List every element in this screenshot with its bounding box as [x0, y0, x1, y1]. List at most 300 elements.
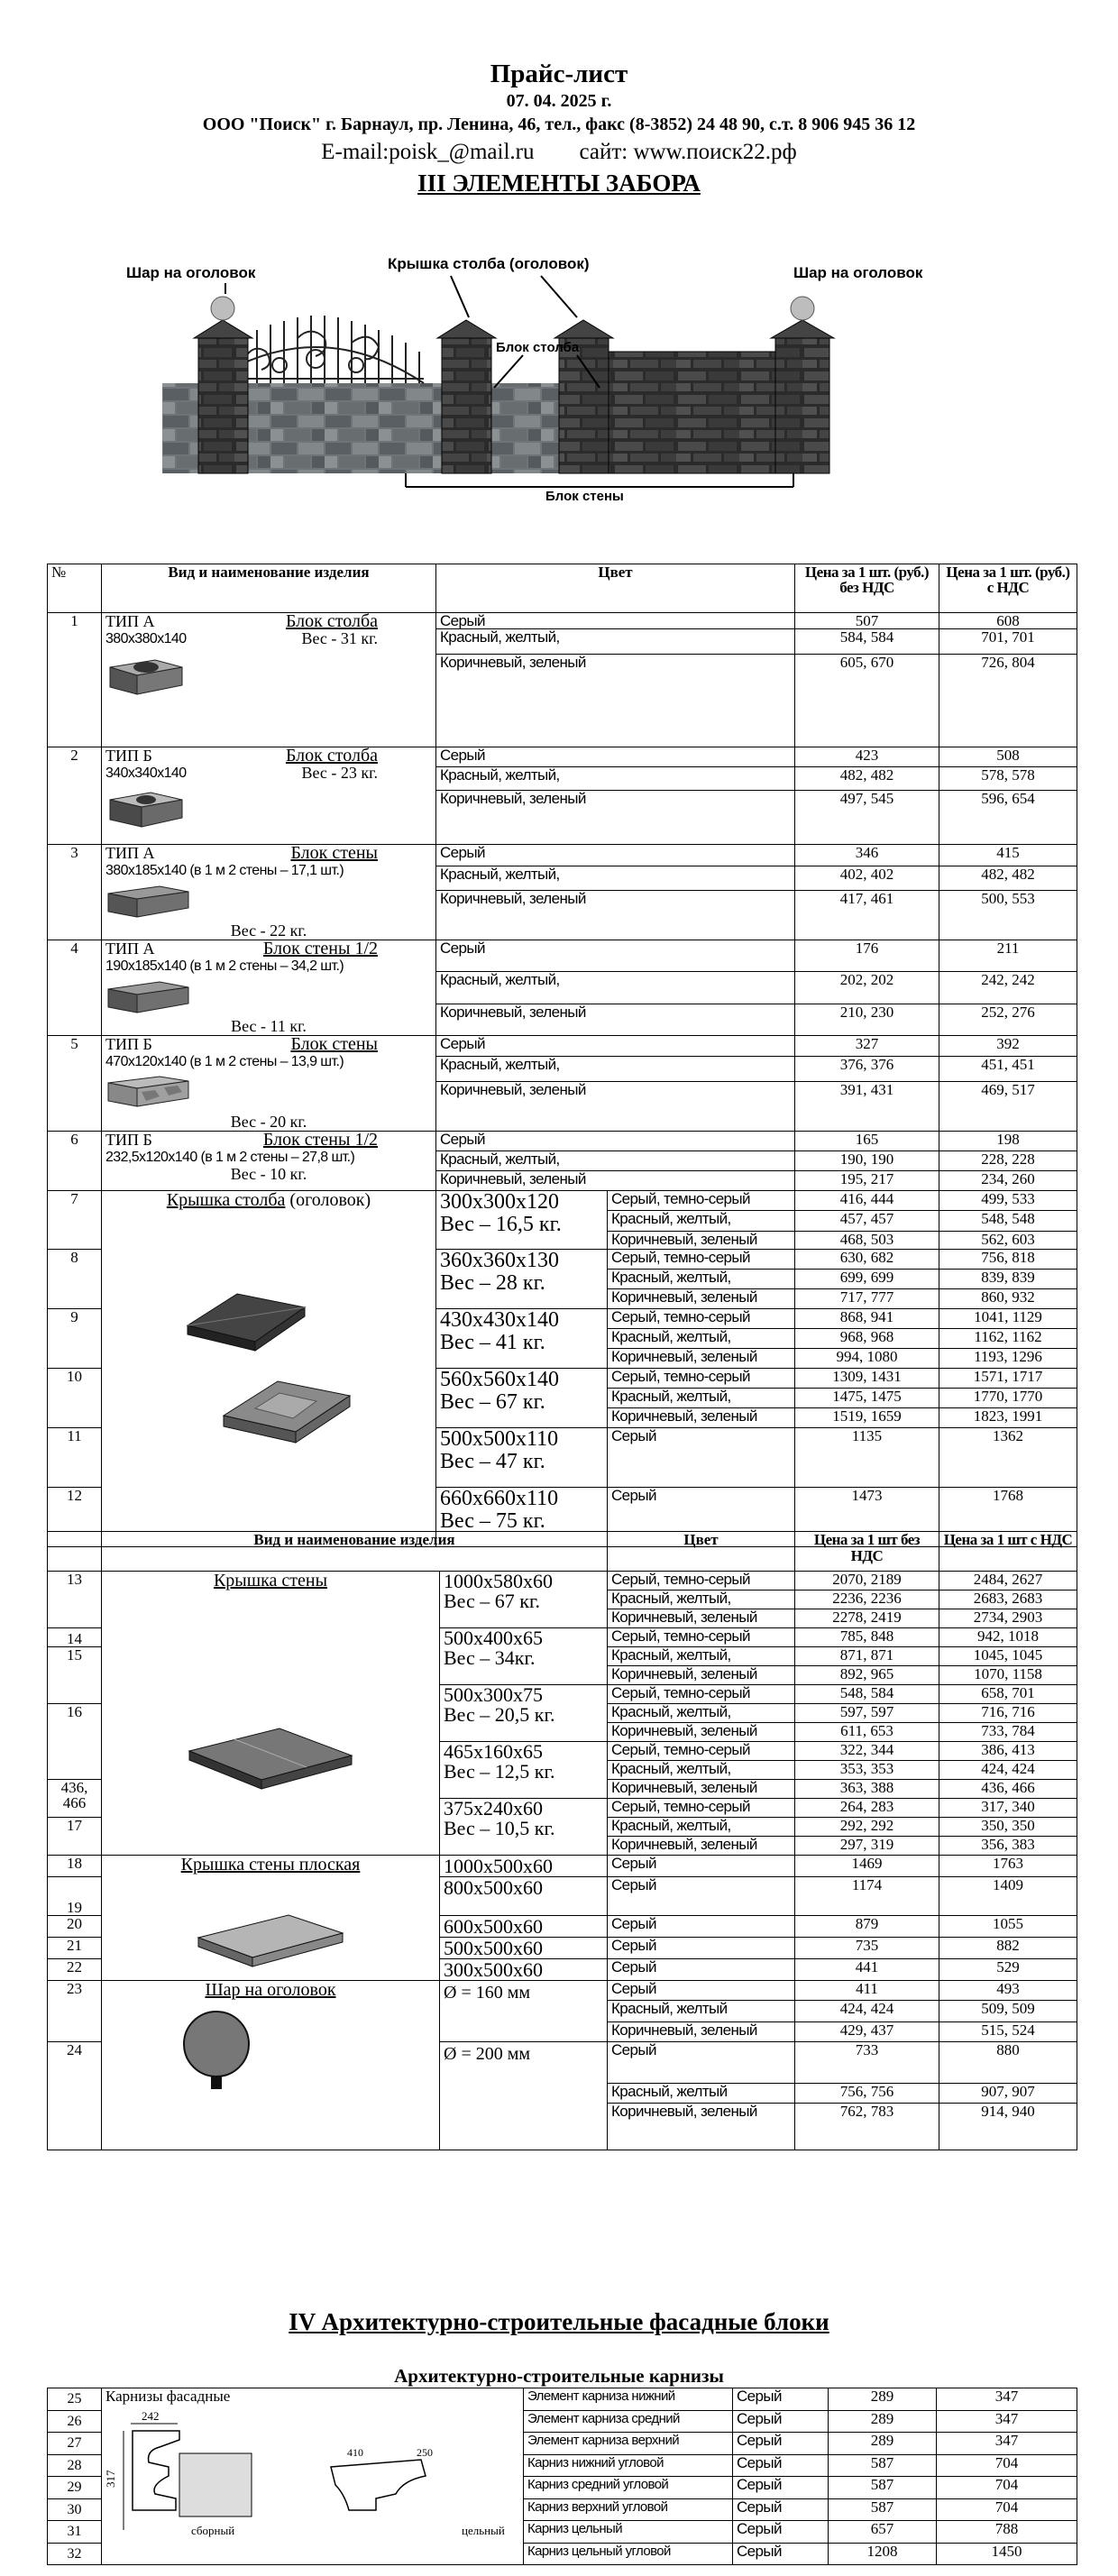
col-header-no: № — [48, 564, 102, 613]
col-header-price-no-vat: Цена за 1 шт. (руб.) без НДС — [795, 564, 939, 613]
color-cell: Серый — [733, 2454, 829, 2477]
price-no-vat: 1208 — [829, 2543, 937, 2565]
price-vat: 839, 839 — [939, 1270, 1077, 1289]
product-name-cell — [102, 1036, 436, 1132]
color-cell: Красный, желтый, — [436, 767, 795, 791]
row-number: 24 — [48, 2042, 102, 2150]
row-number: 12 — [48, 1488, 102, 1547]
color-cell: Серый — [608, 2042, 795, 2084]
color-cell: Красный, желтый, — [608, 1329, 795, 1349]
price-vat: 499, 533 — [939, 1191, 1077, 1211]
price-no-vat: 176 — [795, 940, 939, 972]
price-no-vat: 1519, 1659 — [795, 1408, 939, 1428]
table-row — [48, 613, 1077, 629]
wall-cap-weight: Вес – 12,5 кг. — [444, 1760, 555, 1783]
price-vat: 2683, 2683 — [939, 1591, 1077, 1609]
price-no-vat: 497, 545 — [795, 791, 939, 845]
cap-size-cell — [436, 1428, 608, 1488]
price-vat: 2484, 2627 — [939, 1572, 1077, 1591]
col-header-price-no-vat-2: Цена за 1 шт без НДС — [795, 1532, 939, 1572]
wall-cap-size: 1000x580x60 — [444, 1570, 553, 1592]
price-vat: 548, 548 — [939, 1211, 1077, 1232]
price-vat: 860, 932 — [939, 1289, 1077, 1309]
table-row — [48, 1981, 1077, 2001]
wall-cap-weight: Вес – 20,5 кг. — [444, 1703, 555, 1726]
price-vat: 508 — [939, 747, 1077, 767]
color-cell: Серый, темно-серый — [608, 1685, 795, 1704]
price-no-vat: 871, 871 — [795, 1647, 939, 1666]
price-vat: 658, 701 — [939, 1685, 1077, 1704]
table-row — [48, 940, 1077, 972]
col-header-name: Вид и наименование изделия — [102, 564, 436, 613]
row-number: 25 — [48, 2388, 102, 2411]
row-number: 15 — [48, 1647, 102, 1704]
row-number: 23 — [48, 1981, 102, 2042]
color-cell: Серый, темно-серый — [608, 1309, 795, 1329]
price-no-vat: 289 — [829, 2410, 937, 2433]
product-type: ТИП А — [105, 940, 155, 958]
price-no-vat: 376, 376 — [795, 1056, 939, 1081]
color-cell: Красный, желтый, — [436, 629, 795, 655]
price-vat: 350, 350 — [939, 1818, 1077, 1837]
table-row — [48, 747, 1077, 767]
cornice-name: Элемент карниза нижний — [524, 2388, 733, 2411]
product-weight: Вес - 23 кг. — [301, 764, 378, 782]
table-row — [48, 2388, 1077, 2411]
caps-title: Крышка столба — [166, 1190, 286, 1210]
cornice-name: Карниз верхний угловой — [524, 2498, 733, 2521]
price-no-vat: 457, 457 — [795, 1211, 939, 1232]
price-no-vat: 1174 — [795, 1877, 939, 1916]
product-dims: 380x380x140 — [105, 631, 187, 646]
row-number: 11 — [48, 1428, 102, 1488]
price-vat: 211 — [939, 940, 1077, 972]
column-cap-icon — [170, 1244, 368, 1497]
flat-cap-size: 1000x500x60 — [440, 1856, 608, 1877]
price-vat: 415 — [939, 845, 1077, 866]
price-vat: 1823, 1991 — [939, 1408, 1077, 1428]
cornice-table — [47, 2388, 1077, 2565]
price-vat: 2734, 2903 — [939, 1609, 1077, 1628]
dim-a: 242 — [142, 2409, 160, 2423]
price-no-vat: 363, 388 — [795, 1780, 939, 1799]
label-ball-left: Шар на оголовок — [126, 264, 256, 281]
col-header-price-vat: Цена за 1 шт. (руб.) с НДС — [939, 564, 1077, 613]
wall-cap-weight: Вес – 34кг. — [444, 1646, 536, 1669]
table-row — [48, 1036, 1077, 1057]
color-cell: Серый — [733, 2433, 829, 2455]
price-vat: 704 — [937, 2498, 1077, 2521]
cornice-name: Элемент карниза средний — [524, 2410, 733, 2433]
price-no-vat: 417, 461 — [795, 891, 939, 940]
row-number: 27 — [48, 2433, 102, 2455]
price-vat: 882 — [939, 1938, 1077, 1959]
product-weight: Вес - 11 кг. — [231, 1017, 307, 1035]
price-no-vat: 429, 437 — [795, 2022, 939, 2042]
color-cell: Серый — [436, 747, 795, 767]
color-cell: Серый — [733, 2388, 829, 2411]
wall-cap-size: 465x160x65 — [444, 1740, 543, 1763]
price-vat: 1055 — [939, 1916, 1077, 1938]
price-no-vat: 289 — [829, 2388, 937, 2411]
color-cell: Серый — [608, 1877, 795, 1916]
price-vat: 252, 276 — [939, 1004, 1077, 1035]
price-vat: 701, 701 — [939, 629, 1077, 655]
price-no-vat: 785, 848 — [795, 1628, 939, 1647]
wall-cap-weight: Вес – 10,5 кг. — [444, 1817, 555, 1839]
color-cell: Красный, желтый, — [608, 1211, 795, 1232]
price-vat: 469, 517 — [939, 1082, 1077, 1132]
price-vat: 356, 383 — [939, 1837, 1077, 1856]
color-cell: Красный, желтый, — [436, 972, 795, 1004]
color-cell: Серый — [436, 940, 795, 972]
price-no-vat: 699, 699 — [795, 1270, 939, 1289]
color-cell: Серый — [436, 1132, 795, 1151]
color-cell: Серый — [733, 2410, 829, 2433]
color-cell: Красный, желтый — [608, 2001, 795, 2022]
color-cell: Красный, желтый, — [608, 1761, 795, 1780]
price-vat: 482, 482 — [939, 866, 1077, 891]
row-number: 17 — [48, 1818, 102, 1856]
dim-d: 250 — [417, 2446, 433, 2459]
cornice-name: Карниз средний угловой — [524, 2477, 733, 2499]
price-no-vat: 402, 402 — [795, 866, 939, 891]
wall-cap-size: 375x240x60 — [444, 1797, 543, 1820]
color-cell: Коричневый, зеленый — [608, 1349, 795, 1369]
cornice-name: Карниз цельный угловой — [524, 2543, 733, 2565]
price-vat: 914, 940 — [939, 2104, 1077, 2150]
table-row — [48, 845, 1077, 866]
color-cell: Красный, желтый, — [608, 1704, 795, 1723]
price-no-vat: 611, 653 — [795, 1723, 939, 1742]
price-vat: 509, 509 — [939, 2001, 1077, 2022]
table-row — [48, 1572, 1077, 1591]
price-vat: 347 — [937, 2388, 1077, 2411]
price-vat: 788 — [937, 2521, 1077, 2544]
contacts: E-mail:poisk_@mail.ru сайт: www.поиск22.рф — [321, 140, 797, 164]
color-cell: Красный, желтый, — [436, 1151, 795, 1171]
price-table-fence — [47, 564, 1077, 1547]
wall-block-icon — [105, 883, 191, 919]
cornice-name: Карниз нижний угловой — [524, 2454, 733, 2477]
price-vat: 704 — [937, 2454, 1077, 2477]
price-no-vat: 195, 217 — [795, 1171, 939, 1191]
price-no-vat: 346 — [795, 845, 939, 866]
price-no-vat: 202, 202 — [795, 972, 939, 1004]
wall-cap-weight: Вес – 67 кг. — [444, 1590, 540, 1612]
dim-b: 317 — [104, 2470, 117, 2488]
color-cell: Красный, желтый, — [608, 1647, 795, 1666]
price-vat: 493 — [939, 1981, 1077, 2001]
row-number: 28 — [48, 2454, 102, 2477]
row-number: 3 — [48, 845, 102, 940]
price-no-vat: 587 — [829, 2454, 937, 2477]
price-table-wall-caps — [47, 1531, 1077, 2150]
table-row — [48, 1132, 1077, 1151]
section4-title: IV Архитектурно-строительные фасадные блоки — [289, 2308, 829, 2335]
price-no-vat: 468, 503 — [795, 1232, 939, 1250]
price-no-vat: 892, 965 — [795, 1666, 939, 1685]
price-vat: 317, 340 — [939, 1799, 1077, 1818]
price-no-vat: 353, 353 — [795, 1761, 939, 1780]
cornice-drawing-icon — [105, 2404, 511, 2539]
cap-size-cell — [436, 1250, 608, 1309]
product-weight: Вес - 20 кг. — [230, 1113, 307, 1131]
color-cell: Красный, желтый, — [608, 1818, 795, 1837]
product-dims: 380x185x140 (в 1 м 2 стены – 17,1 шт.) — [105, 863, 344, 878]
flat-cap-size: 500x500x60 — [440, 1938, 608, 1959]
price-no-vat: 391, 431 — [795, 1082, 939, 1132]
label-wall-block: Блок стены — [545, 489, 624, 504]
ball-icon — [171, 2003, 261, 2094]
color-cell: Коричневый, зеленый — [608, 1408, 795, 1428]
col-header-color: Цвет — [436, 564, 795, 613]
product-type: ТИП А — [105, 844, 155, 862]
price-no-vat: 411 — [795, 1981, 939, 2001]
product-name-cell — [102, 1132, 436, 1191]
flat-cap-size: 300x500x60 — [440, 1959, 608, 1981]
product-type: ТИП Б — [105, 1131, 152, 1149]
flat-cap-title: Крышка стены плоская — [180, 1855, 361, 1875]
product-weight: Вес - 22 кг. — [230, 921, 307, 940]
price-no-vat: 1135 — [795, 1428, 939, 1488]
price-no-vat: 297, 319 — [795, 1837, 939, 1856]
price-no-vat: 994, 1080 — [795, 1349, 939, 1369]
caps-group-cell — [102, 1191, 436, 1547]
color-cell: Коричневый, зеленый — [608, 1232, 795, 1250]
price-no-vat: 423 — [795, 747, 939, 767]
color-cell: Коричневый, зеленый — [436, 791, 795, 845]
row-number: 29 — [48, 2477, 102, 2499]
product-dims: 470x120x140 (в 1 м 2 стены – 13,9 шт.) — [105, 1054, 344, 1069]
product-name-cell — [102, 845, 436, 940]
price-no-vat: 605, 670 — [795, 655, 939, 747]
row-number: 19 — [48, 1877, 102, 1916]
cap-size-cell — [436, 1309, 608, 1369]
wall-cap-title: Крышка стены — [213, 1571, 328, 1591]
price-no-vat: 657 — [829, 2521, 937, 2544]
price-no-vat: 587 — [829, 2477, 937, 2499]
color-cell: Красный, желтый, — [608, 1591, 795, 1609]
color-cell: Коричневый, зеленый — [608, 1723, 795, 1742]
price-vat: 500, 553 — [939, 891, 1077, 940]
wall-block-icon — [105, 978, 191, 1014]
row-number: 16 — [48, 1704, 102, 1780]
color-cell: Коричневый, зеленый — [608, 1666, 795, 1685]
color-cell: Коричневый, зеленый — [436, 891, 795, 940]
cap-size-cell — [436, 1369, 608, 1428]
price-vat: 562, 603 — [939, 1232, 1077, 1250]
color-cell: Серый — [608, 1428, 795, 1488]
price-vat: 942, 1018 — [939, 1628, 1077, 1647]
price-vat: 515, 524 — [939, 2022, 1077, 2042]
ball-group-cell — [102, 1981, 440, 2150]
color-cell: Коричневый, зеленый — [436, 1082, 795, 1132]
color-cell: Коричневый, зеленый — [608, 1837, 795, 1856]
col-header-price-vat-2: Цена за 1 шт с НДС — [939, 1532, 1077, 1572]
flat-cap-group-cell — [102, 1856, 440, 1981]
price-vat: 880 — [939, 2042, 1077, 2084]
pillar-block-icon — [105, 651, 187, 696]
cap-size: 560x560x140 — [440, 1368, 559, 1391]
wall-cap-group-cell — [102, 1572, 440, 1856]
price-no-vat: 587 — [829, 2498, 937, 2521]
price-vat: 1409 — [939, 1877, 1077, 1916]
price-no-vat: 2070, 2189 — [795, 1572, 939, 1591]
cap-weight: Вес – 41 кг. — [440, 1331, 545, 1354]
section-title: III ЭЛЕМЕНТЫ ЗАБОРА — [417, 170, 701, 197]
cornice-group-title: Карнизы фасадные — [105, 2388, 231, 2405]
flat-cap-size: 800x500x60 — [440, 1877, 608, 1916]
product-name: Блок стены — [290, 843, 378, 863]
color-cell: Серый, темно-серый — [608, 1250, 795, 1270]
price-vat: 242, 242 — [939, 972, 1077, 1004]
row-number: 5 — [48, 1036, 102, 1132]
price-no-vat: 584, 584 — [795, 629, 939, 655]
product-name-cell — [102, 747, 436, 845]
price-vat: 436, 466 — [939, 1780, 1077, 1799]
price-vat: 907, 907 — [939, 2084, 1077, 2104]
color-cell: Коричневый, зеленый — [436, 1171, 795, 1191]
product-type: ТИП Б — [105, 747, 152, 765]
price-no-vat: 322, 344 — [795, 1742, 939, 1761]
color-cell: Серый — [608, 1981, 795, 2001]
price-no-vat: 868, 941 — [795, 1309, 939, 1329]
color-cell: Красный, желтый, — [436, 866, 795, 891]
row-number: 30 — [48, 2498, 102, 2521]
price-vat: 234, 260 — [939, 1171, 1077, 1191]
wall-cap-size-cell — [440, 1628, 608, 1685]
label-pillar-block: Блок столба — [496, 340, 580, 355]
cap-weight: Вес – 47 кг. — [440, 1450, 545, 1473]
price-no-vat: 441 — [795, 1959, 939, 1981]
row-number: 13 — [48, 1572, 102, 1628]
product-name: Блок стены 1/2 — [262, 1130, 378, 1150]
price-no-vat: 482, 482 — [795, 767, 939, 791]
wall-cap-size-cell — [440, 1799, 608, 1856]
color-cell: Красный, желтый, — [436, 1056, 795, 1081]
wall-cap-size: 500x400x65 — [444, 1627, 543, 1649]
row-number: 31 — [48, 2521, 102, 2544]
page-title: Прайс-лист — [490, 60, 628, 88]
price-no-vat: 2278, 2419 — [795, 1609, 939, 1628]
price-no-vat: 1475, 1475 — [795, 1389, 939, 1408]
price-vat: 1193, 1296 — [939, 1349, 1077, 1369]
price-vat: 578, 578 — [939, 767, 1077, 791]
caps-title-2: (оголовок) — [289, 1190, 371, 1210]
price-no-vat: 327 — [795, 1036, 939, 1057]
label-assembled: сборный — [191, 2524, 235, 2537]
color-cell: Серый, темно-серый — [608, 1799, 795, 1818]
wall-cap-icon — [180, 1688, 361, 1823]
color-cell: Коричневый, зеленый — [608, 1780, 795, 1799]
color-cell: Серый, темно-серый — [608, 1742, 795, 1761]
wall-cap-size-cell — [440, 1742, 608, 1799]
price-vat: 608 — [939, 613, 1077, 629]
label-cap: Крышка столба (оголовок) — [388, 255, 590, 272]
row-number: 32 — [48, 2543, 102, 2565]
price-no-vat: 968, 968 — [795, 1329, 939, 1349]
color-cell: Коричневый, зеленый — [436, 655, 795, 747]
color-cell: Красный, желтый — [608, 2084, 795, 2104]
row-number: 1 — [48, 613, 102, 747]
pillar-block-icon — [105, 785, 187, 830]
price-vat: 347 — [937, 2433, 1077, 2455]
price-vat: 1768 — [939, 1488, 1077, 1547]
price-vat: 529 — [939, 1959, 1077, 1981]
row-number: 20 — [48, 1916, 102, 1938]
color-cell: Серый — [608, 1938, 795, 1959]
product-name: Блок столба — [285, 746, 378, 765]
price-date: 07. 04. 2025 г. — [506, 91, 612, 111]
price-no-vat: 1469 — [795, 1856, 939, 1877]
color-cell: Серый — [733, 2521, 829, 2544]
price-no-vat: 1309, 1431 — [795, 1369, 939, 1389]
cornice-name: Элемент карниза верхний — [524, 2433, 733, 2455]
company-address: ООО "Поиск" г. Барнаул, пр. Ленина, 46, тел., факс (8-3852) 24 48 90, с.т. 8 906 945 36 12 — [202, 115, 916, 134]
price-no-vat: 879 — [795, 1916, 939, 1938]
row-number: 9 — [48, 1309, 102, 1369]
price-no-vat: 2236, 2236 — [795, 1591, 939, 1609]
row-number: 18 — [48, 1856, 102, 1877]
flat-wall-cap-icon — [189, 1893, 352, 1974]
price-vat: 596, 654 — [939, 791, 1077, 845]
price-vat: 1763 — [939, 1856, 1077, 1877]
price-vat: 1571, 1717 — [939, 1369, 1077, 1389]
price-no-vat: 733 — [795, 2042, 939, 2084]
cornice-group-cell — [102, 2388, 524, 2565]
color-cell: Серый — [733, 2477, 829, 2499]
price-no-vat: 507 — [795, 613, 939, 629]
col-header-name-2: Вид и наименование изделия — [102, 1532, 608, 1572]
wall-cap-size-cell — [440, 1572, 608, 1628]
cap-weight: Вес – 28 кг. — [440, 1271, 545, 1295]
row-number: 26 — [48, 2410, 102, 2433]
price-vat: 1070, 1158 — [939, 1666, 1077, 1685]
row-number: 4 — [48, 940, 102, 1036]
price-vat: 726, 804 — [939, 655, 1077, 747]
price-no-vat: 630, 682 — [795, 1250, 939, 1270]
price-no-vat: 735 — [795, 1938, 939, 1959]
cap-size: 430x430x140 — [440, 1308, 559, 1332]
cornice-name: Карниз цельный — [524, 2521, 733, 2544]
cap-size-cell — [436, 1191, 608, 1250]
color-cell: Красный, желтый, — [608, 1389, 795, 1408]
product-type: ТИП А — [105, 612, 155, 630]
product-dims: 232,5x120x140 (в 1 м 2 стены – 27,8 шт.) — [105, 1150, 355, 1165]
flat-cap-size: 600x500x60 — [440, 1916, 608, 1938]
ball-title: Шар на оголовок — [205, 1980, 336, 2000]
price-no-vat: 717, 777 — [795, 1289, 939, 1309]
product-type: ТИП Б — [105, 1035, 152, 1053]
price-no-vat: 165 — [795, 1132, 939, 1151]
fence-illustration — [108, 252, 1010, 514]
cap-size: 660x660x110 — [440, 1487, 559, 1510]
price-vat: 1450 — [937, 2543, 1077, 2565]
label-solid: цельный — [462, 2524, 505, 2537]
color-cell: Коричневый, зеленый — [608, 1609, 795, 1628]
color-cell: Коричневый, зеленый — [608, 1289, 795, 1309]
price-no-vat: 1473 — [795, 1488, 939, 1547]
color-cell: Серый — [733, 2543, 829, 2565]
product-dims: 190x185x140 (в 1 м 2 стены – 34,2 шт.) — [105, 958, 344, 974]
price-no-vat: 292, 292 — [795, 1818, 939, 1837]
color-cell: Серый — [608, 1959, 795, 1981]
wall-cap-size: 500x300x75 — [444, 1683, 543, 1706]
cap-weight: Вес – 16,5 кг. — [440, 1213, 562, 1236]
color-cell: Коричневый, зеленый — [436, 1004, 795, 1035]
row-number: 7 — [48, 1191, 102, 1250]
